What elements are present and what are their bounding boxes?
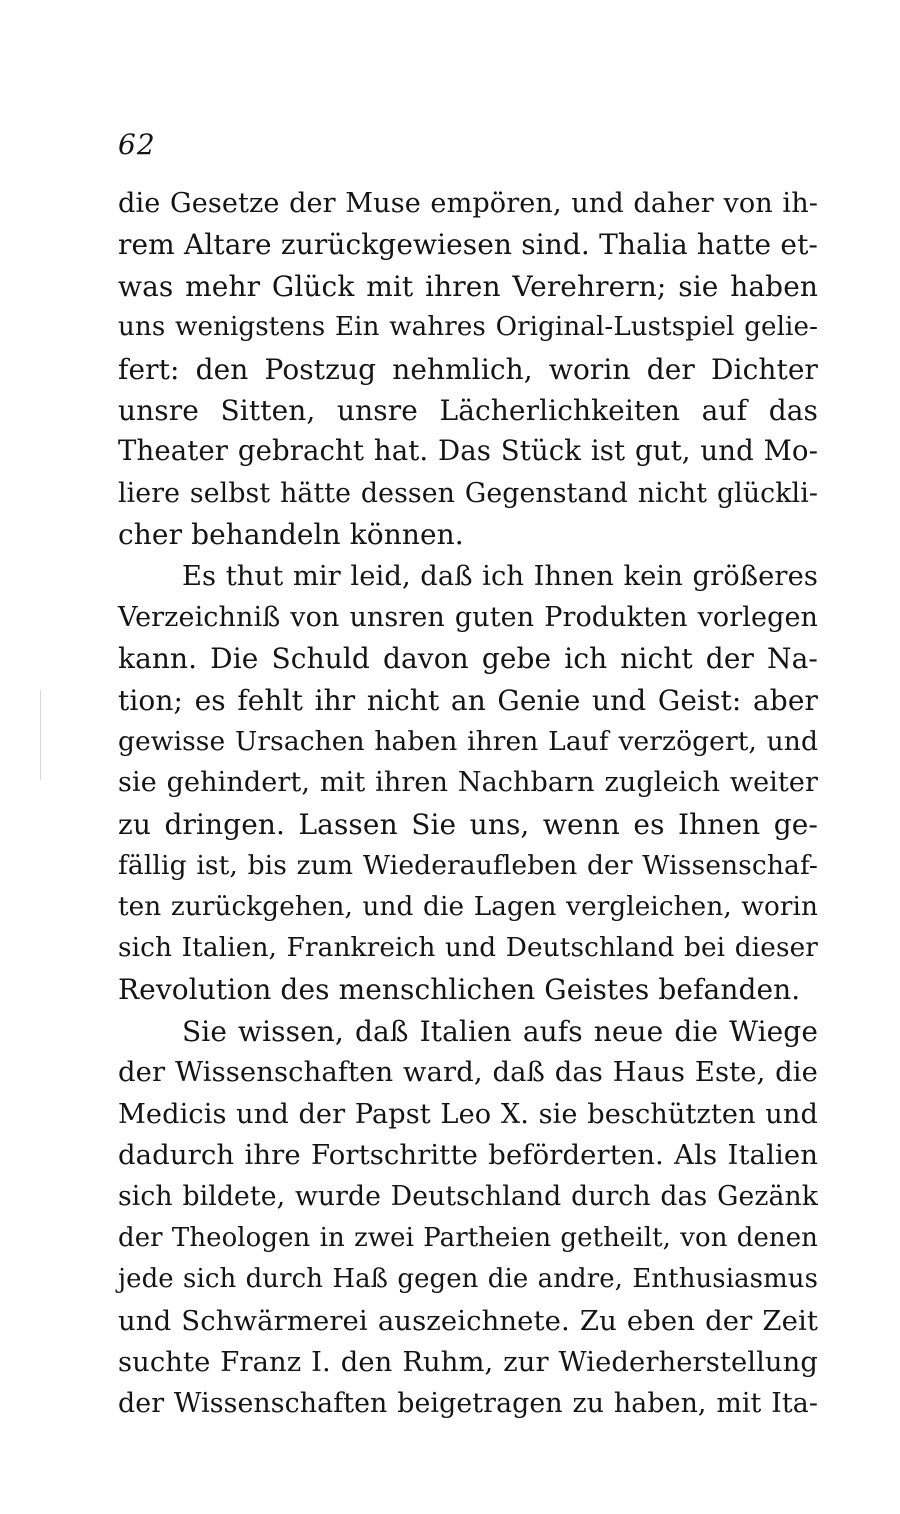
scan-gutter-mark	[40, 690, 41, 780]
text-line: der Wissenschaften beigetragen zu haben, mit Ita-	[118, 1388, 818, 1420]
text-line: kann. Die Schuld davon gebe ich nicht der Na-	[118, 642, 818, 676]
body-text	[118, 183, 818, 1425]
text-line: sich bildete, wurde Deutschland durch das Gezänk	[118, 1181, 818, 1213]
text-line: der Wissenschaften ward, daß das Haus Este, die	[118, 1057, 818, 1089]
text-line: was mehr Glück mit ihren Verehrern; sie haben	[118, 269, 818, 303]
paragraph-start-line: Sie wissen, daß Italien aufs neue die Wiege	[182, 1014, 818, 1048]
text-line: Theater gebracht hat. Das Stück ist gut, und Mo-	[118, 435, 818, 468]
text-line: der Theologen in zwei Partheien getheilt, von denen	[118, 1222, 818, 1253]
text-line: gewisse Ursachen haben ihren Lauf verzögert, und	[118, 726, 818, 758]
text-line: rem Altare zurückgewiesen sind. Thalia hatte et-	[118, 228, 818, 262]
text-line: liere selbst hätte dessen Gegenstand nicht glückli-	[118, 477, 818, 509]
text-line: ten zurückgehen, und die Lagen vergleichen, worin	[118, 891, 818, 922]
paragraph-end-line: Revolution des menschlichen Geistes befanden.	[118, 973, 801, 1007]
text-line: fert: den Postzug nehmlich, worin der Dichter	[118, 352, 818, 386]
text-line: uns wenigstens Ein wahres Original-Lustspiel gelie-	[118, 312, 818, 343]
text-line: die Gesetze der Muse empören, und daher von ih-	[118, 188, 818, 219]
text-line: und Schwärmerei auszeichnete. Zu eben der Zeit	[118, 1304, 818, 1337]
text-line: suchte Franz I. den Ruhm, zur Wiederherstellung	[118, 1346, 818, 1378]
text-line: fällig ist, bis zum Wiederaufleben der Wissenschaf-	[118, 850, 818, 882]
text-line: sich Italien, Frankreich und Deutschland bei dieser	[118, 933, 818, 964]
text-line: Verzeichniß von unsren guten Produkten vorlegen	[118, 601, 818, 633]
paragraph-end-line: cher behandeln können.	[118, 518, 464, 552]
page-number: 62	[118, 128, 156, 161]
text-line: jede sich durch Haß gegen die andre, Enthusiasmus	[118, 1264, 818, 1295]
text-line: unsre Sitten, unsre Lächerlichkeiten auf das	[118, 393, 818, 427]
text-line: tion; es fehlt ihr nicht an Genie und Geist: aber	[118, 683, 818, 717]
paragraph-start-line: Es thut mir leid, daß ich Ihnen kein größeres	[182, 560, 818, 592]
text-line: dadurch ihre Fortschritte beförderten. Als Italien	[118, 1138, 818, 1171]
text-line: zu dringen. Lassen Sie uns, wenn es Ihnen ge-	[118, 807, 818, 841]
text-line: sie gehindert, mit ihren Nachbarn zugleich weiter	[118, 767, 818, 799]
text-line: Medicis und der Papst Leo X. sie beschützten und	[118, 1098, 818, 1130]
